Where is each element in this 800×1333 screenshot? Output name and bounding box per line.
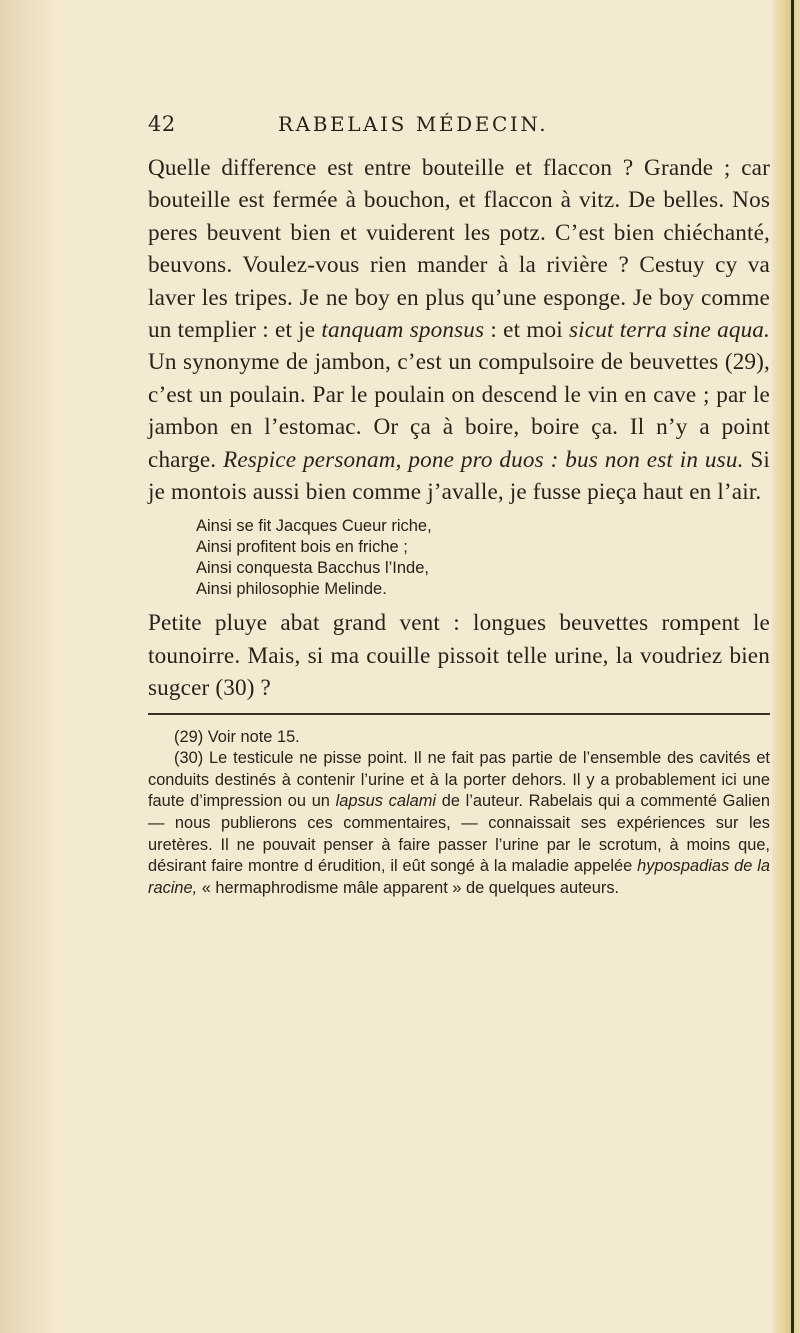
page-edge-line — [791, 0, 794, 1333]
footnote-30-text-3: « hermaphrodisme mâle apparent » de quelques auteurs. — [197, 878, 620, 897]
verse-line: Ainsi conquesta Bacchus l’Inde, — [196, 559, 429, 578]
footnote-30-italic-2: hypospadias de la racine, — [148, 857, 771, 897]
page-header — [148, 112, 770, 146]
footnote-29: (29) Voir note 15. — [174, 727, 300, 746]
verse-line: Ainsi se fit Jacques Cueur riche, — [196, 517, 432, 536]
paragraph-2: Petite pluye abat grand vent : longues beuvettes rompent le tounoirre. Mais, si ma couille pissoit telle urine, la voudriez bien sugcer (30) ? — [148, 610, 770, 702]
page-number: 42 — [148, 112, 176, 136]
page-gutter-shadow — [0, 0, 60, 1333]
footnote-30-text-2: de l’auteur. Rabelais qui a commenté Galien — nous publierons ces commentaires, — connaissait ses expériences sur les uretères. Il ne pouvait penser à faire passer l’urine par le scrotum, à moins que, désirant faire montre d érudition, il eût songé à la maladie appelée — [148, 792, 771, 876]
paragraph-1 — [148, 152, 770, 508]
latin-phrase-sicut: sicut terra sine aqua. — [569, 317, 770, 344]
page-content — [148, 112, 770, 899]
latin-phrase-respice: Respice personam, pone pro duos : bus non est in usu. — [223, 446, 744, 473]
footnote-30-italic-1: lapsus calami — [335, 792, 437, 811]
page-edge — [772, 0, 800, 1333]
paragraph-1-text-3: Un synonyme de jambon, c’est un compulsoire de beuvettes (29), c’est un poulain. Par le poulain on descend le vin en cave ; par le jambon en l’estomac. Or ça à boire, boire ça. Il n’y a point charge. — [148, 349, 770, 473]
footnote-30-text-1: (30) Le testicule ne pisse point. Il ne fait pas partie de l’ensemble des cavités et conduits destinés à contenir l’urine et à la porter dehors. Il y a probablement ici une faute d’impression ou un — [148, 749, 770, 811]
verse-block — [196, 516, 770, 600]
verse-line: Ainsi philosophie Melinde. — [196, 580, 387, 599]
paragraph-1-text-2: : et moi — [484, 317, 569, 344]
footnotes — [148, 727, 770, 900]
footnote-30 — [148, 748, 770, 899]
footnote-divider — [148, 713, 770, 715]
verse-line: Ainsi profitent bois en friche ; — [196, 538, 408, 557]
paragraph-1-text-4: Si je montois aussi bien comme j’avalle, je fusse pieça haut en l’air. — [148, 446, 770, 506]
running-title: RABELAIS MÉDECIN. — [278, 112, 549, 136]
paragraph-1-text-1: Quelle difference est entre bouteille et flaccon ? Grande ; car bouteille est fermée à bouchon, et flaccon à vitz. De belles. Nos peres beuvent bien et vuiderent les potz. C’est bien chiéchanté, beuvons. Voulez-vous rien mander à la rivière ? Cestuy cy va laver les tripes. Je ne boy en plus qu’une esponge. Je boy comme un templier : et je — [148, 155, 770, 344]
latin-phrase-tanquam: tanquam sponsus — [321, 317, 485, 344]
